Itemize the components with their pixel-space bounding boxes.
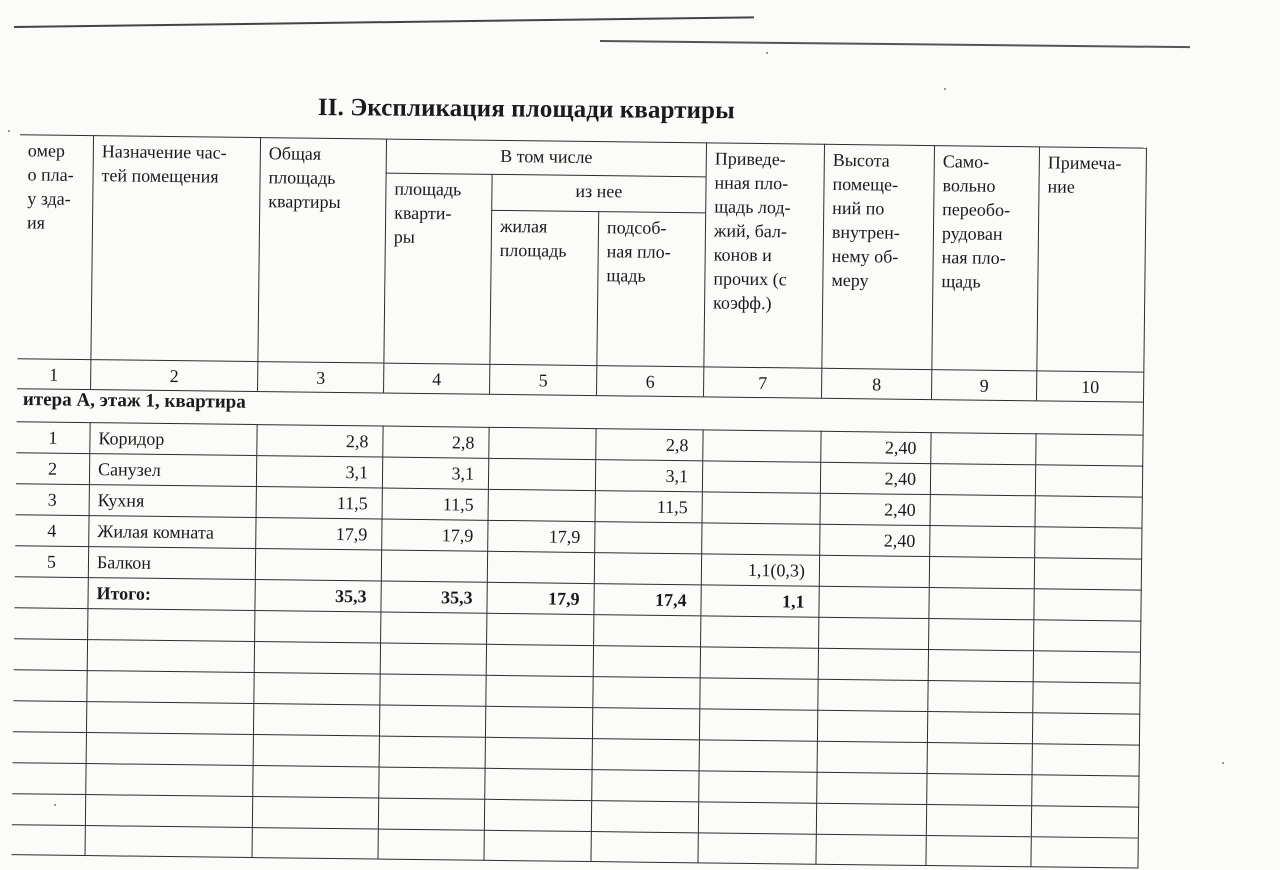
empty-row-cell-height (815, 834, 925, 866)
empty-row-cell-note (1032, 743, 1140, 775)
empty-row-cell-num (12, 793, 85, 825)
empty-row-cell-self (928, 618, 1033, 650)
table-row-cell-aux (594, 521, 701, 553)
empty-row-cell-area (378, 767, 484, 799)
empty-row-cell-name (86, 732, 253, 765)
header-of-which: из нее (491, 174, 705, 213)
empty-row-cell-reduced (698, 801, 816, 833)
empty-row-cell-area (380, 612, 486, 644)
empty-row-cell-aux (591, 769, 698, 801)
table-row-cell-area (381, 550, 487, 582)
header-auxiliary-area: подсоб- ная пло- щадь (596, 211, 705, 366)
table-row-cell-height: 2,40 (820, 462, 930, 494)
empty-row-cell-name (87, 608, 254, 641)
table-row-cell-name: Жилая комната (88, 515, 255, 548)
table-row-cell-name: Кухня (89, 484, 256, 517)
totals-row-cell-note (1033, 588, 1141, 620)
empty-row-cell-reduced (698, 770, 816, 802)
empty-row-cell-note (1031, 805, 1139, 837)
table-row-cell-name: Санузел (89, 453, 256, 486)
empty-row-cell-total (252, 765, 378, 797)
column-number: 10 (1036, 370, 1144, 401)
empty-row-cell-self (927, 742, 1032, 774)
empty-row-cell-self (927, 711, 1032, 743)
section-label: итера А, этаж 1, квартира (22, 389, 246, 413)
empty-row-cell-living (485, 706, 592, 738)
empty-row-cell-num (13, 669, 86, 701)
header-reduced-area: Приведе- нная пло- щадь лод- жий, бал- конов и прочих (с коэфф.) (703, 142, 824, 367)
empty-row-cell-reduced (700, 615, 818, 647)
table-row-cell-num: 1 (16, 421, 89, 453)
empty-row-cell-area (377, 829, 483, 861)
table-row-cell-total: 3,1 (256, 455, 382, 487)
empty-row-cell-living (483, 830, 590, 862)
table-row-cell-num: 4 (15, 514, 88, 546)
totals-row-cell-num (14, 576, 87, 608)
empty-row-cell-num (13, 731, 86, 763)
document-title: II. Экспликация площади квартиры (317, 94, 735, 125)
table-row-cell-self (930, 432, 1035, 464)
totals-row-cell-aux: 17,4 (593, 583, 700, 615)
empty-row-cell-self (925, 835, 1030, 867)
empty-row-cell-name (86, 701, 253, 734)
table-row-cell-living (488, 489, 595, 521)
table-row-cell-height: 2,40 (819, 524, 929, 556)
table-row-cell-reduced (702, 491, 820, 523)
empty-row-cell-total (253, 734, 379, 766)
empty-row-cell-aux (590, 831, 697, 863)
empty-row-cell-height (818, 648, 928, 680)
table-row-cell-name: Балкон (88, 546, 255, 579)
empty-row-cell-name (87, 639, 254, 672)
column-number: 5 (489, 364, 596, 395)
table-row-cell-total: 11,5 (256, 486, 382, 518)
table-row-cell-num: 2 (16, 452, 89, 484)
empty-row-cell-aux (593, 645, 700, 677)
totals-row-cell-self (928, 587, 1033, 619)
header-room-number: омер о пла- у зда- ия (17, 134, 93, 359)
table-row-cell-total: 2,8 (256, 424, 382, 456)
table-row-cell-note (1035, 433, 1143, 465)
table-row-cell-height (819, 555, 929, 587)
empty-row-cell-area (379, 736, 485, 768)
empty-row-cell-height (817, 741, 927, 773)
column-number: 9 (931, 369, 1036, 400)
column-number: 7 (703, 366, 821, 397)
empty-row-cell-height (817, 679, 927, 711)
table-row-cell-living (488, 458, 595, 490)
empty-row-cell-living (485, 737, 592, 769)
table-row-cell-area: 2,8 (382, 426, 488, 458)
header-self-converted-area: Само- вольно переобо- рудован ная пло- щадь (931, 145, 1039, 370)
table-row-cell-reduced (702, 429, 820, 461)
empty-row-cell-area (379, 674, 485, 706)
column-number: 1 (17, 358, 90, 389)
empty-row-cell-living (485, 675, 592, 707)
header-total-area: Общая площадь квартиры (257, 137, 386, 362)
table-row-cell-name: Коридор (89, 422, 256, 455)
empty-row-cell-living (486, 613, 593, 645)
table-row-cell-self (930, 463, 1035, 495)
empty-row-cell-note (1032, 681, 1140, 713)
empty-row-cell-num (14, 607, 87, 639)
table-row-cell-height: 2,40 (820, 431, 930, 463)
empty-row-cell-reduced (697, 832, 815, 864)
totals-row-cell-area: 35,3 (380, 581, 486, 613)
empty-row-cell-living (484, 768, 591, 800)
empty-row-cell-self (926, 773, 1031, 805)
table-row-cell-area: 3,1 (382, 457, 488, 489)
empty-row-cell-total (253, 672, 379, 704)
empty-row-cell-reduced (699, 739, 817, 771)
empty-row-cell-self (926, 804, 1031, 836)
header-apartment-area: площадь кварти- ры (383, 173, 491, 364)
empty-row-cell-note (1031, 774, 1139, 806)
header-in-number: В том числе (386, 139, 706, 177)
table-row-cell-note (1035, 464, 1143, 496)
empty-row-cell-height (816, 772, 926, 804)
empty-row-cell-name (85, 763, 252, 796)
empty-row-cell-area (379, 705, 485, 737)
empty-row-cell-aux (591, 800, 698, 832)
empty-row-cell-self (927, 680, 1032, 712)
table-row-cell-height: 2,40 (820, 493, 930, 525)
table-row-cell-aux: 3,1 (595, 459, 702, 491)
empty-row-cell-height (817, 710, 927, 742)
table-row-cell-living (487, 551, 594, 583)
empty-row-cell-num (14, 638, 87, 670)
table-row-cell-reduced (702, 460, 820, 492)
empty-row-cell-num (12, 762, 85, 794)
table-row-cell-reduced (701, 522, 819, 554)
empty-row-cell-note (1033, 650, 1141, 682)
table-row-cell-num: 5 (15, 545, 88, 577)
empty-row-cell-total (251, 827, 377, 859)
column-number: 6 (596, 365, 703, 396)
totals-row-cell-height (818, 586, 928, 618)
empty-row-cell-name (86, 670, 253, 703)
table-row-cell-aux: 2,8 (595, 428, 702, 460)
table-row-cell-living (488, 427, 595, 459)
totals-row-cell-living: 17,9 (486, 582, 593, 614)
table-row-cell-num: 3 (16, 483, 89, 515)
totals-row-cell-reduced: 1,1 (700, 584, 818, 616)
empty-row-cell-aux (592, 676, 699, 708)
empty-row-cell-area (380, 643, 486, 675)
table-row-cell-area: 11,5 (382, 488, 488, 520)
empty-row-cell-area (378, 798, 484, 830)
empty-row-cell-aux (593, 614, 700, 646)
column-number: 3 (257, 361, 383, 392)
empty-row-cell-living (484, 799, 591, 831)
table-row-cell-living: 17,9 (487, 520, 594, 552)
empty-row-cell-living (486, 644, 593, 676)
empty-row-cell-aux (592, 707, 699, 739)
column-number: 2 (90, 359, 257, 391)
empty-row-cell-height (818, 617, 928, 649)
table-row-cell-reduced: 1,1(0,3) (701, 553, 819, 585)
table-row-cell-total: 17,9 (255, 517, 381, 549)
empty-row-cell-total (254, 641, 380, 673)
empty-row-cell-name (85, 794, 252, 827)
header-living-area: жилая площадь (489, 210, 598, 365)
empty-row-cell-total (252, 796, 378, 828)
table-row-cell-self (929, 525, 1034, 557)
header-room-purpose: Назначение час- тей помещения (90, 135, 260, 361)
empty-row-cell-name (85, 825, 252, 858)
table-row-cell-aux (594, 552, 701, 584)
empty-row-cell-note (1030, 836, 1138, 868)
empty-row-cell-self (928, 649, 1033, 681)
header-room-height: Высота помеще- ний по внутрен- нему об- меру (821, 144, 934, 369)
empty-row-cell-num (12, 824, 85, 856)
table-row-cell-self (929, 494, 1034, 526)
empty-row-cell-note (1033, 619, 1141, 651)
table-row-cell-note (1034, 495, 1142, 527)
empty-row-cell-total (253, 703, 379, 735)
empty-row-cell-reduced (699, 708, 817, 740)
empty-row-cell-note (1032, 712, 1140, 744)
totals-row-cell-total: 35,3 (254, 579, 380, 611)
empty-row-cell-aux (592, 738, 699, 770)
header-notes: Примеча- ние (1036, 146, 1147, 371)
totals-row-cell-name: Итого: (87, 577, 254, 610)
empty-row-cell-height (816, 803, 926, 835)
table-row-cell-aux: 11,5 (595, 490, 702, 522)
table-row-cell-total (255, 548, 381, 580)
table-row-cell-area: 17,9 (381, 519, 487, 551)
table-row-cell-self (929, 556, 1034, 588)
table-row-cell-note (1034, 526, 1142, 558)
empty-row-cell-total (254, 610, 380, 642)
column-number: 4 (383, 363, 489, 394)
empty-row-cell-reduced (699, 677, 817, 709)
column-number: 8 (821, 368, 931, 399)
table-row-cell-note (1034, 557, 1142, 589)
empty-row-cell-num (13, 700, 86, 732)
empty-row-cell-reduced (700, 646, 818, 678)
